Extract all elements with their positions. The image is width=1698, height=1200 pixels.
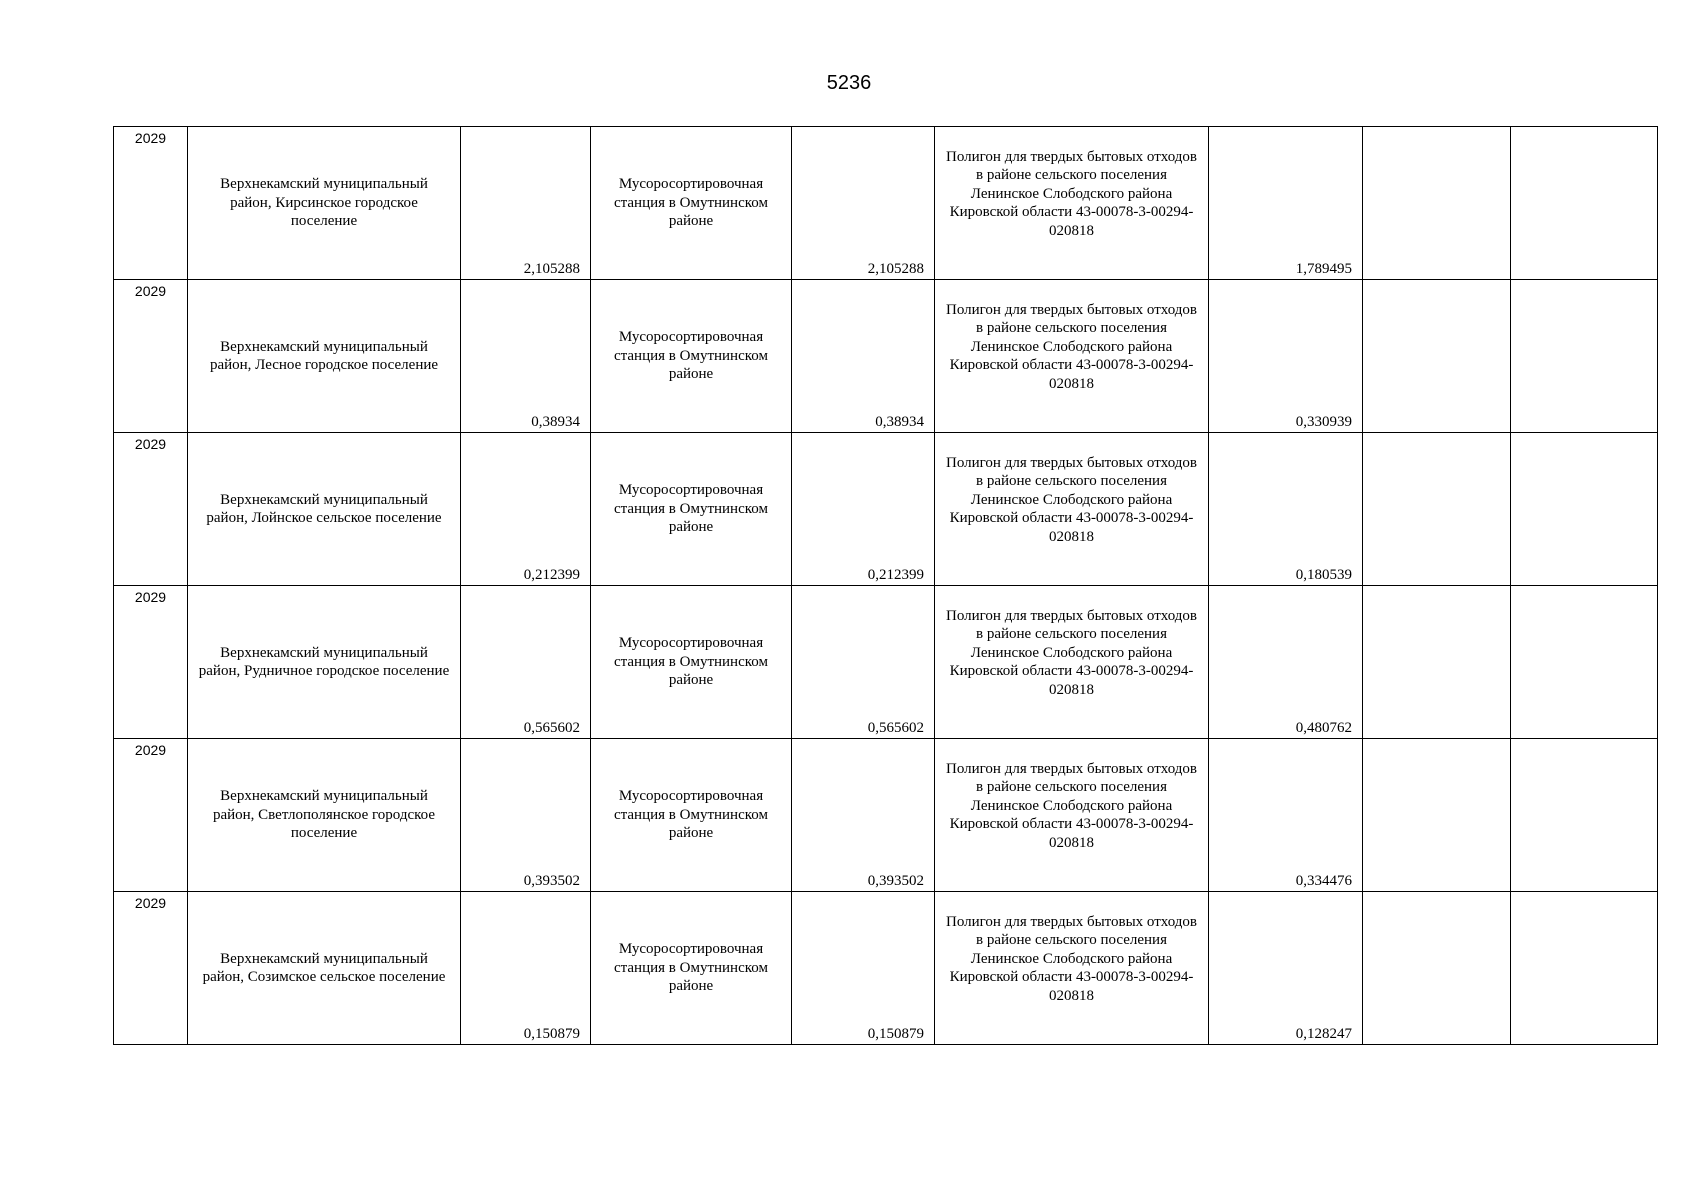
value3-cell [1209,892,1363,1045]
value1: 0,212399 [523,566,580,583]
station-name: Мусоросортировочная станция в Омутнинском районе [614,482,768,536]
value3: 0,330939 [1295,413,1352,430]
value1-cell [461,433,591,586]
empty-cell [1363,280,1511,433]
value2-cell [792,586,935,739]
year-value: 2029 [134,283,167,299]
municipality-wrap [188,433,460,585]
value3-cell [1209,127,1363,280]
empty-cell [1511,892,1658,1045]
station-name: Мусоросортировочная станция в Омутнинском районе [614,788,768,842]
value1-cell [461,280,591,433]
year-value: 2029 [134,742,167,758]
table-row [114,739,1658,892]
municipality-wrap [188,739,460,891]
municipality-name: Верхнекамский муниципальный район, Лесное городское поселение [209,338,439,373]
station-name: Мусоросортировочная станция в Омутнинском районе [614,329,768,383]
value2: 2,105288 [867,260,924,277]
value3-cell [1209,586,1363,739]
landfill-name: Полигон для твердых бытовых отходов в районе сельского поселения Ленинское Слободского района Кировской области 43-00078-3-00294-020818 [946,301,1197,392]
value3-cell [1209,433,1363,586]
station-name: Мусоросортировочная станция в Омутнинском районе [614,176,768,230]
value2-cell [792,739,935,892]
value3: 0,480762 [1295,719,1352,736]
year-value: 2029 [134,436,167,452]
station-cell [591,892,792,1045]
value3: 0,334476 [1295,872,1352,889]
page-number: 5236 [826,72,872,94]
municipality-wrap [188,127,460,279]
landfill-name: Полигон для твердых бытовых отходов в районе сельского поселения Ленинское Слободского района Кировской области 43-00078-3-00294-020818 [946,913,1197,1004]
municipality-wrap [188,586,460,738]
value3: 1,789495 [1295,260,1352,277]
year-value: 2029 [134,589,167,605]
empty-cell [1363,586,1511,739]
table-row [114,280,1658,433]
value3-cell [1209,739,1363,892]
landfill-wrap [935,898,1208,1020]
municipality-name: Верхнекамский муниципальный район, Лойнское сельское поселение [206,491,442,526]
municipality-wrap [188,892,460,1044]
value2: 0,150879 [867,1025,924,1042]
value2: 0,212399 [867,566,924,583]
value1-cell [461,586,591,739]
year-cell [114,127,188,280]
empty-cell [1511,127,1658,280]
station-wrap [591,739,791,891]
station-wrap [591,127,791,279]
municipality-name: Верхнекамский муниципальный район, Светлополянское городское поселение [212,788,436,842]
empty-cell [1511,433,1658,586]
station-cell [591,586,792,739]
value2-cell [792,127,935,280]
value1-cell [461,892,591,1045]
value3: 0,128247 [1295,1025,1352,1042]
municipality-cell [188,739,461,892]
year-cell [114,739,188,892]
value1-cell [461,127,591,280]
landfill-cell [935,433,1209,586]
station-cell [591,127,792,280]
municipality-name: Верхнекамский муниципальный район, Созимское сельское поселение [202,950,446,985]
municipality-cell [188,586,461,739]
value1: 0,393502 [523,872,580,889]
municipality-cell [188,127,461,280]
municipality-cell [188,280,461,433]
value1: 2,105288 [523,260,580,277]
landfill-name: Полигон для твердых бытовых отходов в районе сельского поселения Ленинское Слободского района Кировской области 43-00078-3-00294-020818 [946,454,1197,545]
value2: 0,393502 [867,872,924,889]
table-row [114,433,1658,586]
table-row [114,586,1658,739]
table-row [114,892,1658,1045]
empty-cell [1511,280,1658,433]
landfill-wrap [935,286,1208,408]
landfill-name: Полигон для твердых бытовых отходов в районе сельского поселения Ленинское Слободского района Кировской области 43-00078-3-00294-020818 [946,148,1197,239]
station-name: Мусоросортировочная станция в Омутнинском районе [614,635,768,689]
value3-cell [1209,280,1363,433]
empty-cell [1511,586,1658,739]
value1: 0,38934 [531,413,580,430]
landfill-wrap [935,745,1208,867]
station-wrap [591,280,791,432]
empty-cell [1363,892,1511,1045]
empty-cell [1363,433,1511,586]
municipality-cell [188,892,461,1045]
value2-cell [792,892,935,1045]
year-value: 2029 [134,895,167,911]
year-value: 2029 [134,130,167,146]
landfill-cell [935,127,1209,280]
station-cell [591,739,792,892]
landfill-cell [935,892,1209,1045]
municipality-name: Верхнекамский муниципальный район, Рудничное городское поселение [198,644,450,679]
year-cell [114,433,188,586]
station-cell [591,280,792,433]
empty-cell [1363,739,1511,892]
landfill-wrap [935,133,1208,255]
landfill-name: Полигон для твердых бытовых отходов в районе сельского поселения Ленинское Слободского района Кировской области 43-00078-3-00294-020818 [946,760,1197,851]
landfill-name: Полигон для твердых бытовых отходов в районе сельского поселения Ленинское Слободского района Кировской области 43-00078-3-00294-020818 [946,607,1197,698]
year-cell [114,586,188,739]
station-cell [591,433,792,586]
station-wrap [591,892,791,1044]
table-body [114,127,1658,1045]
empty-cell [1363,127,1511,280]
landfill-cell [935,280,1209,433]
value2-cell [792,280,935,433]
empty-cell [1511,739,1658,892]
landfill-wrap [935,592,1208,714]
value1-cell [461,739,591,892]
value2: 0,38934 [875,413,924,430]
station-name: Мусоросортировочная станция в Омутнинском районе [614,941,768,995]
waste-flow-table [113,126,1658,1045]
landfill-wrap [935,439,1208,561]
station-wrap [591,433,791,585]
year-cell [114,280,188,433]
municipality-wrap [188,280,460,432]
municipality-cell [188,433,461,586]
value2-cell [792,433,935,586]
value2: 0,565602 [867,719,924,736]
landfill-cell [935,586,1209,739]
landfill-cell [935,739,1209,892]
station-wrap [591,586,791,738]
table-row [114,127,1658,280]
municipality-name: Верхнекамский муниципальный район, Кирсинское городское поселение [220,176,428,230]
value1: 0,565602 [523,719,580,736]
value1: 0,150879 [523,1025,580,1042]
year-cell [114,892,188,1045]
value3: 0,180539 [1295,566,1352,583]
